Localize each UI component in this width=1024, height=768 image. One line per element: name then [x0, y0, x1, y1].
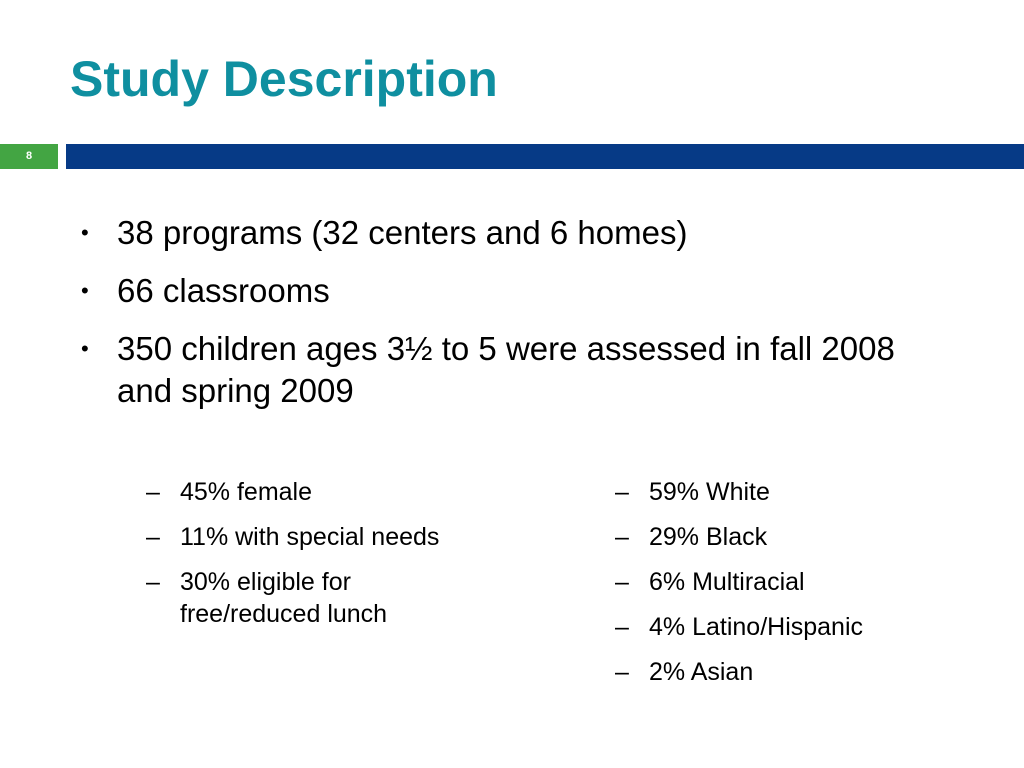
page-title: Study Description: [70, 51, 498, 107]
bullet-text: 38 programs (32 centers and 6 homes): [117, 214, 688, 251]
sub-list-item: [615, 611, 995, 643]
dash-marker: –: [615, 658, 629, 686]
bullet-dot: •: [81, 336, 89, 361]
bullet-item: [75, 328, 932, 412]
sub-list-demographics: [146, 476, 536, 643]
bullet-text: 350 children ages 3½ to 5 were assessed in fall 2008 and spring 2009: [117, 330, 895, 409]
dash-marker: –: [615, 523, 629, 551]
dash-marker: –: [146, 478, 160, 506]
sub-item-text: 45% female: [180, 478, 313, 506]
dash-marker: –: [615, 478, 629, 506]
sub-item-text: 4% Latino/Hispanic: [649, 613, 864, 641]
main-bullet-list: [75, 212, 975, 428]
dash-marker: –: [615, 613, 629, 641]
sub-list-item: [615, 656, 995, 688]
page-number-badge: 8: [0, 144, 58, 169]
sub-item-text: 2% Asian: [649, 658, 754, 686]
sub-list-item: [615, 476, 995, 508]
dash-marker: –: [146, 523, 160, 551]
sub-list-item: [146, 476, 536, 508]
sub-list-item: [146, 566, 440, 630]
sub-item-text: 59% White: [649, 478, 770, 506]
sub-item-text: 6% Multiracial: [649, 568, 805, 596]
sub-list-item: [615, 521, 995, 553]
dash-marker: –: [615, 568, 629, 596]
sub-item-text: 11% with special needs: [180, 523, 440, 551]
dash-marker: –: [146, 568, 160, 596]
bullet-item: [75, 270, 975, 312]
sub-item-text: 30% eligible for free/reduced lunch: [180, 568, 388, 628]
sub-item-text: 29% Black: [649, 523, 768, 551]
sub-list-item: [146, 521, 536, 553]
sub-list-ethnicity: [615, 476, 995, 701]
sub-list-item: [615, 566, 995, 598]
header-divider: [66, 144, 1024, 169]
bullet-text: 66 classrooms: [117, 272, 330, 309]
header-bar: [0, 144, 1024, 169]
bullet-dot: •: [81, 278, 89, 303]
bullet-item: [75, 212, 975, 254]
bullet-dot: •: [81, 220, 89, 245]
